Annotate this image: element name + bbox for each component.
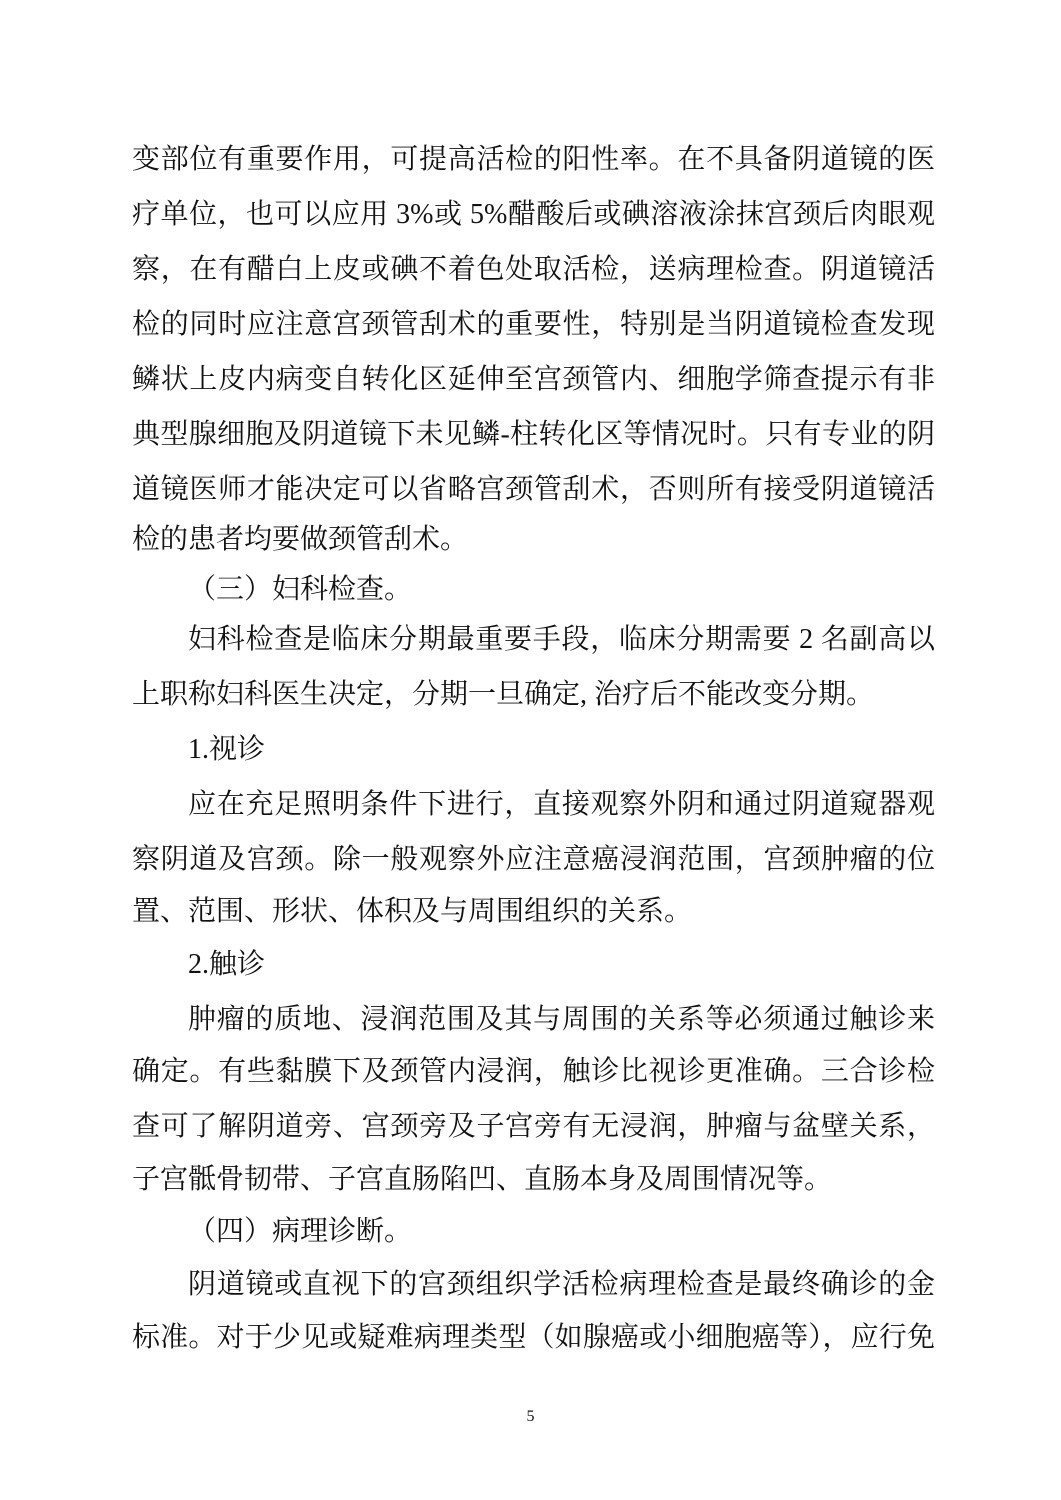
body-text-line: 疗单位，也可以应用 3%或 5%醋酸后或碘溶液涂抹宫颈后肉眼观 [132,199,935,230]
body-text-line: 察阴道及宫颈。除一般观察外应注意癌浸润范围，宫颈肿瘤的位 [132,844,935,875]
body-text-line: 典型腺细胞及阴道镜下未见鳞-柱转化区等情况时。只有专业的阴 [132,419,935,450]
body-text-line: 道镜医师才能决定可以省略宫颈管刮术，否则所有接受阴道镜活 [132,474,935,505]
body-text-line: 置、范围、形状、体积及与周围组织的关系。 [132,896,693,927]
body-text-line: 检的患者均要做颈管刮术。 [132,524,469,555]
body-text-line: 肿瘤的质地、浸润范围及其与周围的关系等必须通过触诊来 [188,1004,935,1035]
body-text-line: 标准。对于少见或疑难病理类型（如腺癌或小细胞癌等），应行免 [132,1322,935,1353]
body-text-line: 上职称妇科医生决定，分期一旦确定, 治疗后不能改变分期。 [132,679,875,710]
body-text-line: 妇科检查是临床分期最重要手段，临床分期需要 2 名副高以 [188,624,935,655]
body-text-line: 查可了解阴道旁、宫颈旁及子宫旁有无浸润，肿瘤与盆壁关系， [132,1111,935,1142]
body-text-line: 鳞状上皮内病变自转化区延伸至宫颈管内、细胞学筛查提示有非 [132,364,935,395]
body-text-line: 确定。有些黏膜下及颈管内浸润，触诊比视诊更准确。三合诊检 [132,1056,935,1087]
body-text-line: 检的同时应注意宫颈管刮术的重要性，特别是当阴道镜检查发现 [132,309,935,340]
section-heading: （四）病理诊断。 [188,1216,413,1247]
subsection-heading: 1.视诊 [188,734,266,765]
body-text-line: 察，在有醋白上皮或碘不着色处取活检，送病理检查。阴道镜活 [132,254,935,285]
body-text-line: 阴道镜或直视下的宫颈组织学活检病理检查是最终确诊的金 [188,1269,935,1300]
body-text-line: 子宫骶骨韧带、子宫直肠陷凹、直肠本身及周围情况等。 [132,1164,833,1195]
section-heading: （三）妇科检查。 [188,574,413,605]
body-text-line: 应在充足照明条件下进行，直接观察外阴和通过阴道窥器观 [188,789,935,820]
page-number: 5 [526,1408,535,1425]
subsection-heading: 2.触诊 [188,949,266,980]
body-text-line: 变部位有重要作用，可提高活检的阳性率。在不具备阴道镜的医 [132,144,935,175]
